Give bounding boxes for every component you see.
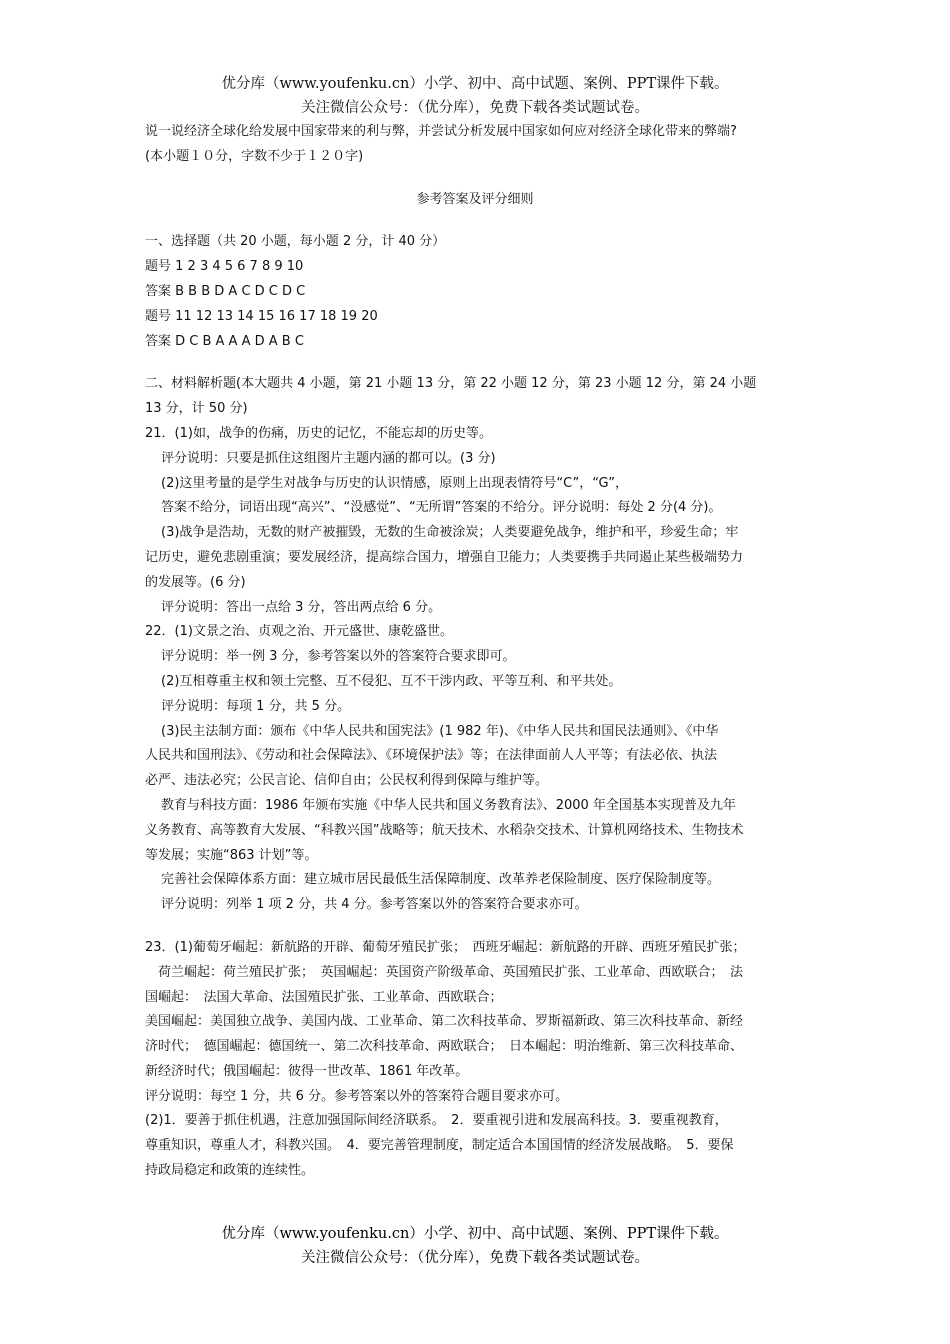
answer-row-numbers-2: 题号 11 12 13 14 15 16 17 18 19 20 (145, 308, 378, 324)
q22-line-6: 人民共和国刑法》、《劳动和社会保障法》、《环境保护法》等；在法律面前人人平等；有法必依、执法 (145, 748, 718, 764)
q23-line-9: 尊重知识，尊重人才，科教兴国。 4．要完善管理制度，制定适合本国国情的经济发展战略。 5．要保 (145, 1138, 734, 1154)
q23-line-1: 23．(1)葡萄牙崛起：新航路的开辟、葡萄牙殖民扩张； 西班牙崛起：新航路的开辟、西班牙殖民扩张； (145, 939, 746, 955)
q22-line-11: 完善社会保障体系方面：建立城市居民最低生活保障制度、改革养老保险制度、医疗保险制度等。 (161, 872, 721, 888)
document-page (145, 72, 805, 1184)
answer-title: 参考答案及评分细则 (416, 191, 534, 207)
footer-line-1: 优分库（www.youfenku.cn）小学、初中、高中试题、案例、PPT课件下载。 (221, 1226, 729, 1242)
q23-line-8: (2)1．要善于抓住机遇，注意加强国际间经济联系。 2．要重视引进和发展高科技。3．要重视教育， (145, 1113, 728, 1129)
section1-title: 一、选择题（共 20 小题，每小题 2 分，计 40 分） (145, 234, 446, 250)
question-line-1: 说一说经济全球化给发展中国家带来的利与弊，并尝试分析发展中国家如何应对经济全球化带来的弊端? (145, 124, 737, 139)
answer-row-numbers-1: 题号 1 2 3 4 5 6 7 8 9 10 (145, 259, 304, 275)
q22-line-4: 评分说明：每项 1 分，共 5 分。 (161, 698, 351, 714)
q22-line-3: (2)互相尊重主权和领土完整、互不侵犯、互不干涉内政、平等互利、和平共处。 (161, 673, 622, 689)
q22-line-12: 评分说明：列举 1 项 2 分，共 4 分。参考答案以外的答案符合要求亦可。 (161, 897, 588, 913)
q21-line-1: 21．(1)如，战争的伤痛，历史的记忆，不能忘却的历史等。 (145, 425, 492, 441)
q21-line-8: 评分说明：答出一点给 3 分，答出两点给 6 分。 (161, 599, 442, 615)
answer-row-answers-2: 答案 D C B A A A D A B C (145, 333, 304, 349)
q21-line-6: 记历史，避免悲剧重演；要发展经济，提高综合国力，增强自卫能力；人类要携手共同遏止某些极端势力 (145, 549, 744, 565)
q23-line-4: 美国崛起：美国独立战争、美国内战、工业革命、第二次科技革命、罗斯福新政、第三次科技革命、新经 (145, 1014, 744, 1030)
q21-line-7: 的发展等。(6 分) (145, 574, 246, 590)
q23-line-3: 国崛起： 法国大革命、法国殖民扩张、工业革命、西欧联合； (145, 989, 503, 1005)
page-footer (145, 1222, 805, 1270)
q22-line-2: 评分说明：举一例 3 分，参考答案以外的答案符合要求即可。 (161, 649, 516, 665)
q21-line-3: (2)这里考量的是学生对战争与历史的认识情感，原则上出现表情符号“C”，“G”， (161, 475, 628, 491)
header-line-1: 优分库（www.youfenku.cn）小学、初中、高中试题、案例、PPT课件下载。 (221, 76, 729, 92)
q22-line-1: 22．(1)文景之治、贞观之治、开元盛世、康乾盛世。 (145, 624, 453, 640)
q22-line-7: 必严、违法必究；公民言论、信仰自由；公民权利得到保障与维护等。 (145, 773, 549, 789)
q23-line-5: 济时代； 德国崛起：德国统一、第二次科技革命、两欧联合； 日本崛起：明治维新、第三次科技革命、 (145, 1039, 744, 1055)
q23-line-6: 新经济时代；俄国崛起：彼得一世改革、1861 年改革。 (145, 1063, 469, 1079)
q23-line-10: 持政局稳定和政策的连续性。 (145, 1163, 315, 1179)
q23-line-2: 荷兰崛起：荷兰殖民扩张； 英国崛起：英国资产阶级革命、英国殖民扩张、工业革命、西欧联合； 法 (145, 964, 744, 980)
q23-line-7: 评分说明：每空 1 分，共 6 分。参考答案以外的答案符合题目要求亦可。 (145, 1088, 569, 1104)
q22-line-10: 等发展；实施“863 计划”等。 (145, 847, 318, 863)
q21-line-5: (3)战争是浩劫，无数的财产被摧毁，无数的生命被涂炭；人类要避免战争，维护和平，珍爱生命；牢 (161, 525, 739, 541)
q22-line-9: 义务教育、高等教育大发展、“科教兴国”战略等；航天技术、水稻杂交技术、计算机网络技术、生物技术 (145, 822, 744, 838)
page-header (145, 72, 805, 120)
section2-title-a: 二、材料解析题(本大题共 4 小题，第 21 小题 13 分，第 22 小题 12 分，第 23 小题 12 分，第 24 小题 (145, 376, 757, 392)
question-line-2: (本小题１０分，字数不少于１２０字) (145, 148, 364, 164)
q22-line-5: (3)民主法制方面：颁布《中华人民共和国宪法》(1 982 年)、《中华人民共和国民法通则》、《中华 (161, 723, 719, 739)
answer-row-answers-1: 答案 B B B D A C D C D C (145, 283, 306, 299)
header-line-2: 关注微信公众号：（优分库），免费下载各类试题试卷。 (301, 100, 649, 116)
q21-line-2: 评分说明：只要是抓住这组图片主题内涵的都可以。(3 分) (161, 450, 496, 466)
q21-line-4: 答案不给分，词语出现“高兴”、“没感觉”、“无所谓”答案的不给分。评分说明：每处 2 分(4 分)。 (161, 500, 722, 516)
section2-title-b: 13 分，计 50 分) (145, 401, 248, 417)
footer-line-2: 关注微信公众号：（优分库），免费下载各类试题试卷。 (301, 1250, 649, 1266)
q22-line-8: 教育与科技方面：1986 年颁布实施《中华人民共和国义务教育法》、2000 年全国基本实现普及九年 (161, 797, 736, 813)
